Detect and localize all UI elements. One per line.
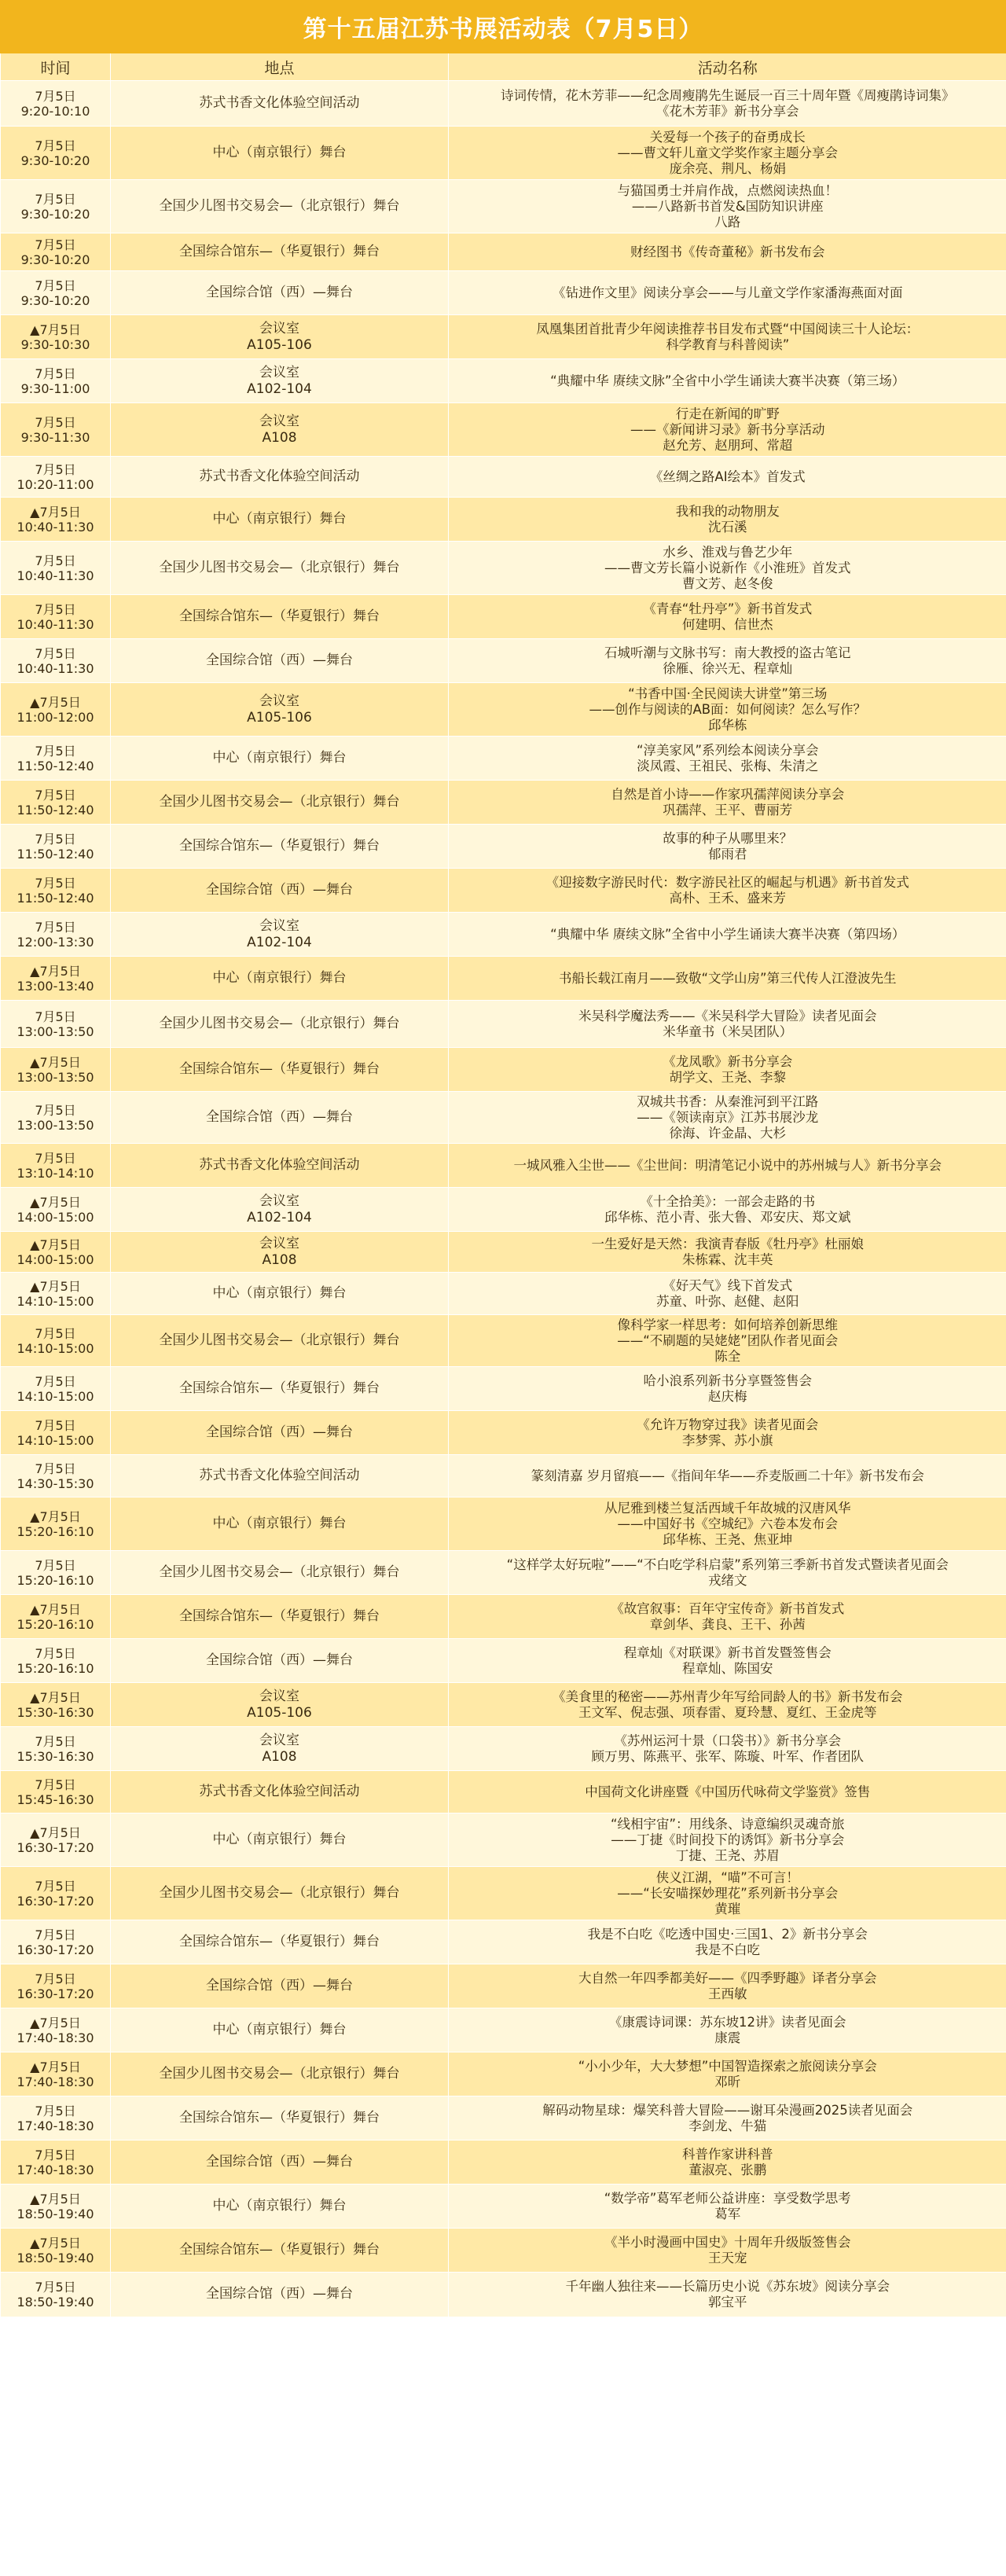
cell-activity: 千年幽人独往来——长篇历史小说《苏东坡》阅读分享会 郭宝平 [449,2273,1006,2317]
cell-time: ▲7月5日 13:00-13:40 [1,957,111,1001]
cell-venue: 全国综合馆东—（华夏银行）舞台 [111,233,449,271]
cell-time: ▲7月5日 15:30-16:30 [1,1683,111,1727]
cell-activity: 《龙凤歌》新书分享会 胡学文、王尧、李黎 [449,1048,1006,1092]
cell-venue: 全国综合馆（西）—舞台 [111,1411,449,1455]
cell-venue: 中心（南京银行）舞台 [111,737,449,781]
cell-venue: 中心（南京银行）舞台 [111,1273,449,1315]
table-row [1,233,1006,271]
cell-time: 7月5日 9:20-10:10 [1,81,111,127]
cell-venue: 全国综合馆东—（华夏银行）舞台 [111,595,449,639]
table-row [1,180,1006,233]
cell-time: ▲7月5日 11:00-12:00 [1,683,111,737]
cell-activity: 从尼雅到楼兰复活西域千年故城的汉唐风华 ——中国好书《空城纪》六卷本发布会 邱华栋、王尧、焦亚坤 [449,1497,1006,1551]
table-row [1,825,1006,869]
cell-activity: 篆刻清嘉 岁月留痕——《指间年华——乔麦版画二十年》新书发布会 [449,1455,1006,1497]
cell-venue: 全国综合馆（西）—舞台 [111,2273,449,2317]
table-row [1,359,1006,403]
cell-activity: “典耀中华 赓续文脉”全省中小学生诵读大赛半决赛（第三场） [449,359,1006,403]
table-row [1,913,1006,957]
cell-time: 7月5日 16:30-17:20 [1,1920,111,1964]
table-row [1,2008,1006,2052]
cell-activity: 程章灿《对联课》新书首发暨签售会 程章灿、陈国安 [449,1639,1006,1683]
table-row [1,1455,1006,1497]
cell-venue: 全国综合馆（西）—舞台 [111,1092,449,1144]
cell-time: ▲7月5日 14:00-15:00 [1,1188,111,1232]
cell-time: 7月5日 16:30-17:20 [1,1867,111,1920]
cell-activity: 与猫国勇士并肩作战，点燃阅读热血！ ——八路新书首发&国防知识讲座 八路 [449,180,1006,233]
cell-venue: 苏式书香文化体验空间活动 [111,457,449,498]
cell-venue: 会议室 A102-104 [111,913,449,957]
cell-time: 7月5日 12:00-13:30 [1,913,111,957]
table-row [1,1920,1006,1964]
cell-time: 7月5日 10:40-11:30 [1,595,111,639]
cell-venue: 全国少儿图书交易会—（北京银行）舞台 [111,1867,449,1920]
cell-time: ▲7月5日 14:00-15:00 [1,1232,111,1273]
cell-venue: 苏式书香文化体验空间活动 [111,81,449,127]
cell-venue: 全国少儿图书交易会—（北京银行）舞台 [111,2052,449,2096]
cell-venue: 全国综合馆东—（华夏银行）舞台 [111,1595,449,1639]
cell-venue: 会议室 A105-106 [111,683,449,737]
cell-time: ▲7月5日 14:10-15:00 [1,1273,111,1315]
cell-venue: 会议室 A108 [111,1727,449,1771]
cell-time: 7月5日 10:40-11:30 [1,639,111,683]
cell-time: 7月5日 14:10-15:00 [1,1411,111,1455]
table-row [1,1639,1006,1683]
cell-activity: “书香中国·全民阅读大讲堂”第三场 ——创作与阅读的AB面：如何阅读？怎么写作？ 邱华栋 [449,683,1006,737]
cell-venue: 会议室 A102-104 [111,1188,449,1232]
cell-activity: 《丝绸之路AI绘本》首发式 [449,457,1006,498]
cell-activity: 故事的种子从哪里来？ 郁雨君 [449,825,1006,869]
cell-time: 7月5日 9:30-11:30 [1,403,111,457]
cell-time: ▲7月5日 16:30-17:20 [1,1813,111,1867]
cell-venue: 中心（南京银行）舞台 [111,957,449,1001]
cell-activity: “数学帝”葛军老师公益讲座：享受数学思考 葛军 [449,2185,1006,2229]
table-row [1,1595,1006,1639]
table-row [1,1315,1006,1367]
table-row [1,1232,1006,1273]
cell-time: 7月5日 13:00-13:50 [1,1092,111,1144]
cell-time: 7月5日 17:40-18:30 [1,2141,111,2185]
cell-venue: 中心（南京银行）舞台 [111,498,449,542]
cell-activity: “线相宇宙”：用线条、诗意编织灵魂奇旅 ——丁捷《时间投下的诱饵》新书分享会 丁捷、王尧、苏眉 [449,1813,1006,1867]
cell-activity: 书船长载江南月——致敬“文学山房”第三代传人江澄波先生 [449,957,1006,1001]
cell-activity: 凤凰集团首批青少年阅读推荐书目发布式暨“中国阅读三十人论坛： 科学教育与科普阅读” [449,315,1006,359]
table-row [1,781,1006,825]
table-row [1,271,1006,315]
cell-activity: “小小少年，大大梦想”中国智造探索之旅阅读分享会 邓昕 [449,2052,1006,2096]
cell-activity: 侠义江湖，“喵”不可言！ ——“长安喵探妙理花”系列新书分享会 黄璀 [449,1867,1006,1920]
cell-venue: 全国少儿图书交易会—（北京银行）舞台 [111,180,449,233]
table-row [1,1964,1006,2008]
cell-time: 7月5日 11:50-12:40 [1,869,111,913]
cell-activity: 我是不白吃《吃透中国史·三国1、2》新书分享会 我是不白吃 [449,1920,1006,1964]
cell-venue: 全国综合馆（西）—舞台 [111,869,449,913]
cell-activity: “这样学太好玩啦”——“不白吃学科启蒙”系列第三季新书首发式暨读者见面会 戎绪文 [449,1551,1006,1595]
cell-venue: 全国综合馆东—（华夏银行）舞台 [111,1048,449,1092]
cell-activity: 《半小时漫画中国史》十周年升级版签售会 王天宠 [449,2229,1006,2273]
cell-time: 7月5日 18:50-19:40 [1,2273,111,2317]
cell-time: ▲7月5日 17:40-18:30 [1,2008,111,2052]
page-title: 第十五届江苏书展活动表（7月5日） [0,0,1006,53]
cell-time: ▲7月5日 18:50-19:40 [1,2229,111,2273]
table-row [1,1048,1006,1092]
table-row [1,869,1006,913]
table-row [1,1727,1006,1771]
cell-time: 7月5日 15:30-16:30 [1,1727,111,1771]
cell-time: ▲7月5日 9:30-10:30 [1,315,111,359]
cell-venue: 全国综合馆（西）—舞台 [111,271,449,315]
cell-venue: 苏式书香文化体验空间活动 [111,1455,449,1497]
cell-time: 7月5日 13:10-14:10 [1,1144,111,1188]
cell-activity: 米吴科学魔法秀——《米吴科学大冒险》读者见面会 米华童书（米吴团队） [449,1001,1006,1048]
table-row [1,403,1006,457]
cell-time: ▲7月5日 18:50-19:40 [1,2185,111,2229]
cell-time: 7月5日 16:30-17:20 [1,1964,111,2008]
cell-activity: 我和我的动物朋友 沈石溪 [449,498,1006,542]
cell-venue: 全国综合馆（西）—舞台 [111,2141,449,2185]
table-row [1,1683,1006,1727]
cell-activity: 一城风雅入尘世——《尘世间：明清笔记小说中的苏州城与人》新书分享会 [449,1144,1006,1188]
cell-activity: 双城共书香：从秦淮河到平江路 ——《领读南京》江苏书展沙龙 徐海、许金晶、大杉 [449,1092,1006,1144]
table-row [1,542,1006,595]
cell-activity: “淳美家风”系列绘本阅读分享会 淡凤霞、王祖民、张梅、朱清之 [449,737,1006,781]
cell-activity: 《钻进作文里》阅读分享会——与儿童文学作家潘海燕面对面 [449,271,1006,315]
table-header [1,53,1006,81]
cell-time: ▲7月5日 13:00-13:50 [1,1048,111,1092]
cell-activity: 科普作家讲科普 董淑亮、张鹏 [449,2141,1006,2185]
cell-venue: 会议室 A102-104 [111,359,449,403]
table-row [1,2185,1006,2229]
cell-venue: 全国少儿图书交易会—（北京银行）舞台 [111,542,449,595]
cell-activity: 自然是首小诗——作家巩孺萍阅读分享会 巩孺萍、王平、曹丽芳 [449,781,1006,825]
cell-activity: 中国荷文化讲座暨《中国历代咏荷文学鉴赏》签售 [449,1771,1006,1813]
cell-activity: 大自然一年四季都美好——《四季野趣》译者分享会 王西敏 [449,1964,1006,2008]
table-row [1,1144,1006,1188]
cell-venue: 中心（南京银行）舞台 [111,1813,449,1867]
cell-time: 7月5日 10:20-11:00 [1,457,111,498]
table-row [1,639,1006,683]
cell-venue: 全国少儿图书交易会—（北京银行）舞台 [111,1315,449,1367]
cell-activity: 《苏州运河十景（口袋书）》新书分享会 顾万男、陈燕平、张军、陈璇、叶军、作者团队 [449,1727,1006,1771]
table-row [1,127,1006,180]
table-row [1,1867,1006,1920]
cell-venue: 中心（南京银行）舞台 [111,2185,449,2229]
cell-activity: 《迎接数字游民时代：数字游民社区的崛起与机遇》新书首发式 高朴、王禾、盛来芳 [449,869,1006,913]
cell-venue: 中心（南京银行）舞台 [111,127,449,180]
cell-activity: 《十全拾美》：一部会走路的书 邱华栋、范小青、张大鲁、邓安庆、郑文斌 [449,1188,1006,1232]
header-time: 时间 [1,53,111,81]
table-row [1,81,1006,127]
cell-activity: 《康震诗词课：苏东坡12讲》读者见面会 康震 [449,2008,1006,2052]
cell-venue: 全国少儿图书交易会—（北京银行）舞台 [111,781,449,825]
table-body [1,81,1006,2317]
cell-venue: 全国综合馆（西）—舞台 [111,1964,449,2008]
cell-activity: 关爱每一个孩子的奋勇成长 ——曹文轩儿童文学奖作家主题分享会 庞余亮、荆凡、杨娟 [449,127,1006,180]
cell-activity: 一生爱好是天然：我演青春版《牡丹亭》杜丽娘 朱栋霖、沈丰英 [449,1232,1006,1273]
cell-time: 7月5日 9:30-10:20 [1,127,111,180]
table-row [1,457,1006,498]
cell-time: 7月5日 15:20-16:10 [1,1639,111,1683]
cell-activity: 《故宫叙事：百年守宝传奇》新书首发式 章剑华、龚良、王干、孙茜 [449,1595,1006,1639]
cell-venue: 苏式书香文化体验空间活动 [111,1771,449,1813]
cell-time: 7月5日 15:20-16:10 [1,1551,111,1595]
cell-time: 7月5日 11:50-12:40 [1,781,111,825]
cell-time: ▲7月5日 15:20-16:10 [1,1595,111,1639]
table-row [1,1188,1006,1232]
table-row [1,2052,1006,2096]
table-row [1,2273,1006,2317]
table-row [1,595,1006,639]
cell-time: 7月5日 15:45-16:30 [1,1771,111,1813]
table-row [1,1092,1006,1144]
cell-venue: 苏式书香文化体验空间活动 [111,1144,449,1188]
table-row [1,2229,1006,2273]
cell-venue: 全国综合馆东—（华夏银行）舞台 [111,2096,449,2141]
header-activity: 活动名称 [449,53,1006,81]
table-row [1,1367,1006,1411]
table-row [1,683,1006,737]
cell-venue: 全国综合馆东—（华夏银行）舞台 [111,825,449,869]
table-row [1,1497,1006,1551]
cell-activity: 石城听潮与文脉书写：南大教授的盗古笔记 徐雁、徐兴无、程章灿 [449,639,1006,683]
cell-time: 7月5日 13:00-13:50 [1,1001,111,1048]
cell-time: 7月5日 17:40-18:30 [1,2096,111,2141]
table-row [1,1411,1006,1455]
cell-venue: 全国少儿图书交易会—（北京银行）舞台 [111,1001,449,1048]
cell-activity: 解码动物星球：爆笑科普大冒险——谢耳朵漫画2025读者见面会 李剑龙、牛猫 [449,2096,1006,2141]
cell-venue: 会议室 A108 [111,403,449,457]
cell-venue: 全国综合馆东—（华夏银行）舞台 [111,2229,449,2273]
cell-activity: 水乡、淮戏与鲁艺少年 ——曹文芳长篇小说新作《小淮班》首发式 曹文芳、赵冬俊 [449,542,1006,595]
cell-venue: 全国综合馆（西）—舞台 [111,1639,449,1683]
table-row [1,957,1006,1001]
cell-time: ▲7月5日 10:40-11:30 [1,498,111,542]
cell-venue: 全国少儿图书交易会—（北京银行）舞台 [111,1551,449,1595]
cell-time: 7月5日 9:30-11:00 [1,359,111,403]
cell-venue: 会议室 A108 [111,1232,449,1273]
cell-time: 7月5日 11:50-12:40 [1,825,111,869]
table-row [1,1273,1006,1315]
cell-time: ▲7月5日 17:40-18:30 [1,2052,111,2096]
cell-activity: 《好天气》线下首发式 苏童、叶弥、赵健、赵阳 [449,1273,1006,1315]
table-row [1,1813,1006,1867]
table-row [1,498,1006,542]
cell-activity: “典耀中华 赓续文脉”全省中小学生诵读大赛半决赛（第四场） [449,913,1006,957]
cell-venue: 中心（南京银行）舞台 [111,1497,449,1551]
table-row [1,737,1006,781]
cell-activity: 财经图书《传奇董秘》新书发布会 [449,233,1006,271]
cell-time: 7月5日 9:30-10:20 [1,180,111,233]
cell-time: 7月5日 14:10-15:00 [1,1315,111,1367]
table-row [1,1551,1006,1595]
cell-time: 7月5日 9:30-10:20 [1,233,111,271]
cell-activity: 像科学家一样思考：如何培养创新思维 ——“不刷题的吴姥姥”团队作者见面会 陈全 [449,1315,1006,1367]
table-row [1,2141,1006,2185]
cell-activity: 《青春“牡丹亭”》新书首发式 何建明、信世杰 [449,595,1006,639]
cell-venue: 全国综合馆东—（华夏银行）舞台 [111,1920,449,1964]
cell-activity: 诗词传情，花木芳菲——纪念周瘦鹃先生诞辰一百三十周年暨《周瘦鹃诗词集》 《花木芳菲》新书分享会 [449,81,1006,127]
cell-venue: 会议室 A105-106 [111,1683,449,1727]
header-venue: 地点 [111,53,449,81]
cell-time: ▲7月5日 15:20-16:10 [1,1497,111,1551]
table-row [1,315,1006,359]
cell-venue: 中心（南京银行）舞台 [111,2008,449,2052]
table-row [1,1001,1006,1048]
cell-venue: 会议室 A105-106 [111,315,449,359]
table-row [1,1771,1006,1813]
cell-time: 7月5日 14:10-15:00 [1,1367,111,1411]
cell-activity: 《美食里的秘密——苏州青少年写给同龄人的书》新书发布会 王文军、倪志强、项春雷、夏玲慧、夏红、王金虎等 [449,1683,1006,1727]
cell-time: 7月5日 11:50-12:40 [1,737,111,781]
cell-venue: 全国综合馆（西）—舞台 [111,639,449,683]
cell-time: 7月5日 14:30-15:30 [1,1455,111,1497]
schedule-table [0,53,1006,2317]
cell-time: 7月5日 10:40-11:30 [1,542,111,595]
cell-activity: 《允许万物穿过我》读者见面会 李梦霁、苏小旗 [449,1411,1006,1455]
cell-activity: 行走在新闻的旷野 ——《新闻讲习录》新书分享活动 赵允芳、赵朋珂、常超 [449,403,1006,457]
table-row [1,2096,1006,2141]
cell-venue: 全国综合馆东—（华夏银行）舞台 [111,1367,449,1411]
cell-time: 7月5日 9:30-10:20 [1,271,111,315]
cell-activity: 哈小浪系列新书分享暨签售会 赵庆梅 [449,1367,1006,1411]
